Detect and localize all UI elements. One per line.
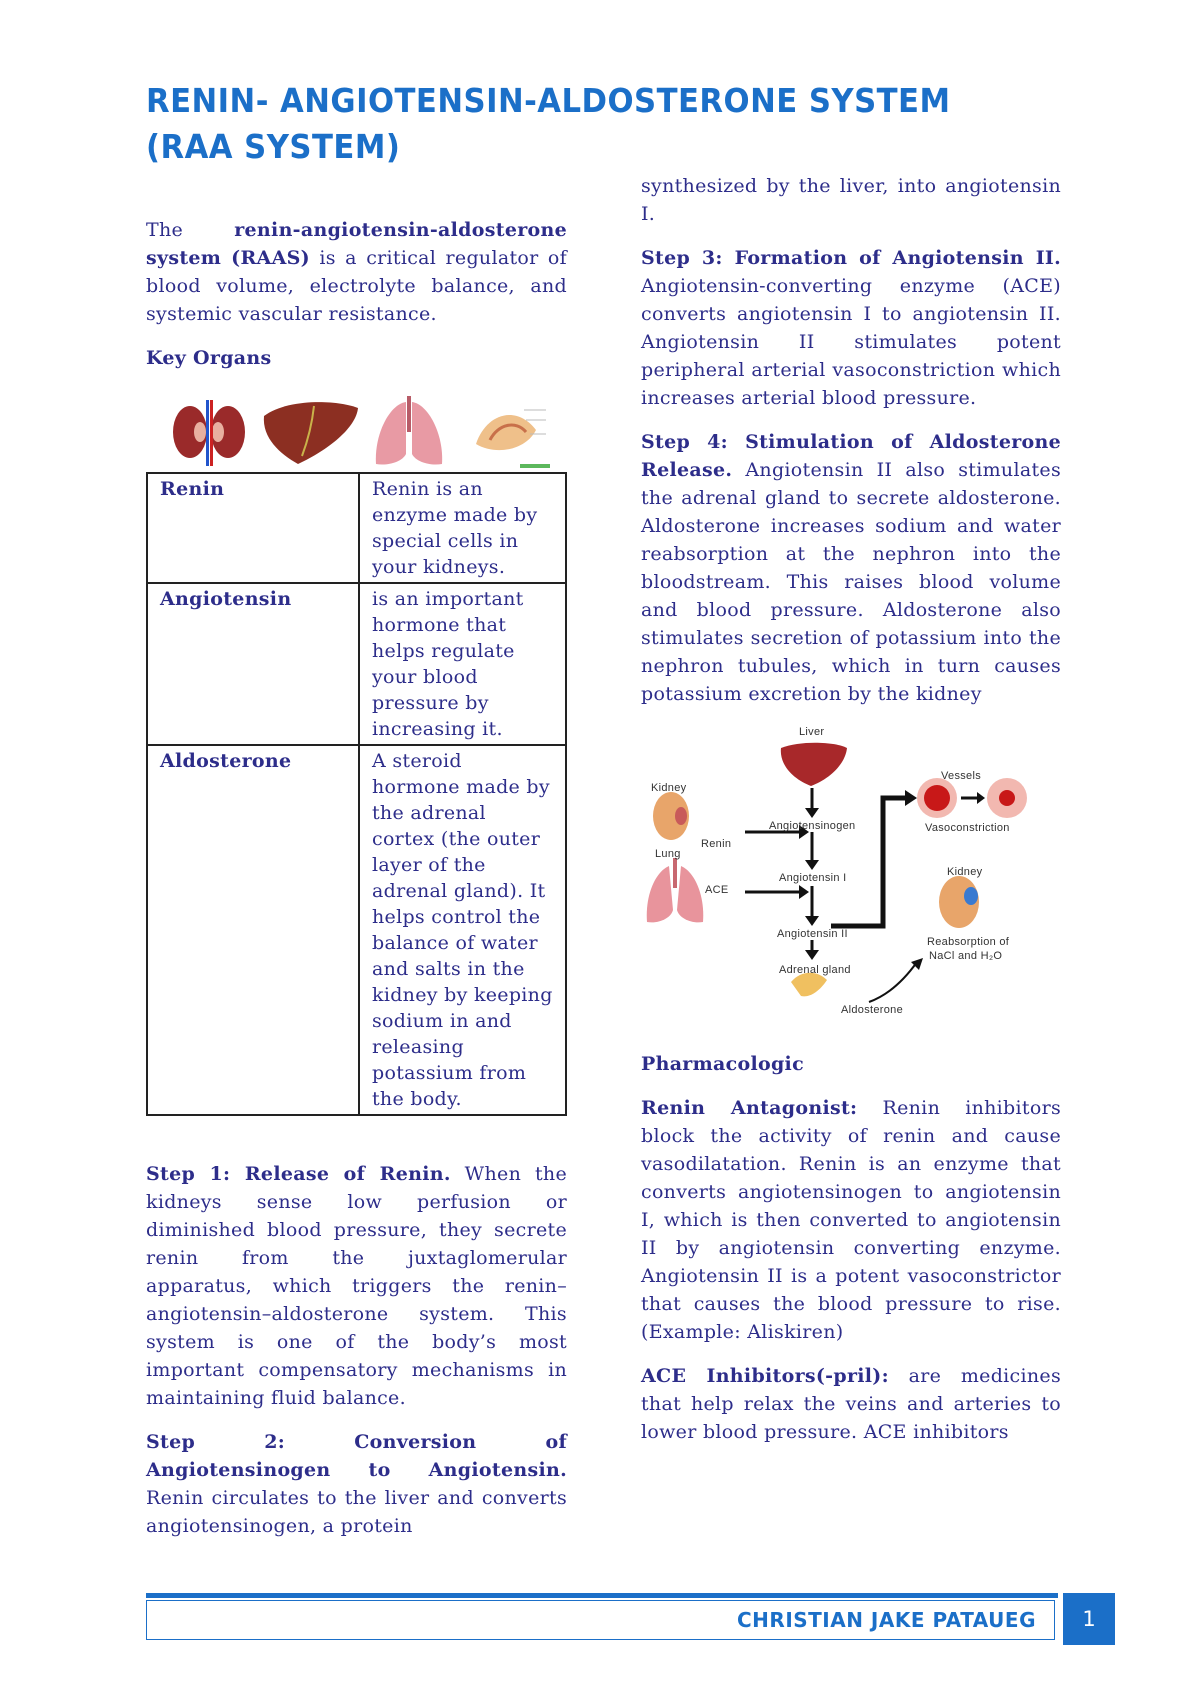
- adrenal-gland-icon: [466, 394, 550, 470]
- ace-inhibitors-paragraph: [641, 1362, 1061, 1446]
- step3-paragraph: [641, 244, 1061, 412]
- pharmacologic-heading: Pharmacologic: [641, 1053, 804, 1075]
- footer-rule: [146, 1593, 1058, 1598]
- table-term: Renin: [147, 473, 359, 583]
- step2-continuation: synthesized by the liver, into angiotensin I.: [641, 175, 1061, 225]
- diagram-label-vasoconstriction: Vasoconstriction: [925, 822, 1010, 834]
- step1-text: When the kidneys sense low perfusion or diminished blood pressure, they secrete renin from the juxtaglomerular apparatus, which triggers the renin–angiotensin–aldosterone system. This system is one of the body’s most important compensatory mechanisms in maintaining fluid balance.: [146, 1163, 568, 1409]
- diagram-label-reabsorption: Reabsorption of: [927, 936, 1010, 948]
- step1-title: Step 1: Release of Renin.: [146, 1163, 451, 1185]
- page-title: RENIN- ANGIOTENSIN-ALDOSTERONE SYSTEM (RAA SYSTEM): [146, 81, 951, 166]
- step2-text: Renin circulates to the liver and converts angiotensinogen, a protein: [146, 1487, 567, 1537]
- lungs-icon: [368, 394, 450, 470]
- liver-icon: [781, 743, 847, 786]
- diagram-label-vessels: Vessels: [941, 770, 982, 782]
- intro-paragraph: [146, 216, 567, 328]
- organ-images: [146, 394, 567, 470]
- step4-title: Step 4: Stimulation of Aldosterone Release.: [641, 431, 1061, 481]
- diagram-label-kidney: Kidney: [651, 782, 687, 794]
- intro-rest: is a critical regulator of blood volume, electrolyte balance, and systemic vascular resistance.: [146, 247, 567, 325]
- step1-paragraph: [146, 1160, 567, 1412]
- diagram-label-adrenal-gland: Adrenal gland: [779, 964, 851, 976]
- diagram-label-angiotensinogen: Angiotensinogen: [769, 820, 856, 832]
- raas-diagram: [641, 726, 1061, 1036]
- diagram-label-angiotensin-2: Angiotensin II: [777, 928, 848, 940]
- intro-term: renin-angiotensin-aldosterone system (RAAS): [146, 219, 567, 269]
- step4-text: Angiotensin II also stimulates the adrenal gland to secrete aldosterone. Aldosterone increases sodium and water reabsorption at the nephron into the bloodstream. This raises blood volume and blood pressure. Aldosterone also stimulates secretion of potassium into the nephron tubules, which in turn causes potassium excretion by the kidney: [641, 459, 1061, 705]
- table-row: [147, 583, 566, 745]
- step2-paragraph: [146, 1428, 567, 1540]
- diagram-label-aldosterone: Aldosterone: [841, 1004, 904, 1016]
- key-organs-table: [146, 472, 567, 1116]
- raas-diagram-graphic: [641, 726, 1061, 1036]
- key-organs-heading: Key Organs: [146, 347, 272, 369]
- ace-inhibitors-title: ACE Inhibitors(-pril):: [641, 1365, 889, 1387]
- diagram-label-liver: Liver: [799, 726, 825, 738]
- liver-icon: [258, 394, 362, 470]
- intro-lead: The: [146, 219, 184, 241]
- table-definition: A steroid hormone made by the adrenal cortex (the outer layer of the adrenal gland). It helps control the balance of water and salts in the kidney by keeping sodium in and releasing potassium from the body.: [359, 745, 566, 1115]
- diagram-label-ace: ACE: [705, 884, 729, 896]
- author-name: CHRISTIAN JAKE PATAUEG: [737, 1608, 1036, 1632]
- diagram-label-lung: Lung: [655, 848, 681, 860]
- lungs-icon: [647, 866, 673, 922]
- diagram-label-kidney-2: Kidney: [947, 866, 983, 878]
- renin-antagonist-text: Renin inhibitors block the activity of renin and cause vasodilatation. Renin is an enzyme that converts angiotensinogen to angiotensin I, which is then converted to angiotensin II by angiotensin converting enzyme. Angiotensin II is a potent vasoconstrictor that causes the blood pressure to rise. (Example: Aliskiren): [641, 1097, 1062, 1343]
- diagram-label-renin: Renin: [701, 838, 732, 850]
- renin-antagonist-paragraph: [641, 1094, 1061, 1346]
- table-term: Aldosterone: [147, 745, 359, 1115]
- right-column: [641, 172, 1061, 1462]
- table-term: Angiotensin: [147, 583, 359, 745]
- kidney-icon: [166, 394, 252, 470]
- page-number: 1: [1063, 1593, 1115, 1645]
- table-row: [147, 473, 566, 583]
- table-row: [147, 745, 566, 1115]
- step3-title: Step 3: Formation of Angiotensin II.: [641, 247, 1061, 269]
- table-definition: is an important hormone that helps regulate your blood pressure by increasing it.: [359, 583, 566, 745]
- step3-text: Angiotensin-converting enzyme (ACE) converts angiotensin I to angiotensin II. Angiotensin II stimulates potent peripheral arterial vasoconstriction which increases arterial blood pressure.: [641, 275, 1061, 409]
- diagram-label-nacl-h2o: NaCl and H₂O: [929, 950, 1003, 962]
- step2-title: Step 2: Conversion of Angiotensinogen to Angiotensin.: [146, 1431, 567, 1481]
- table-definition: Renin is an enzyme made by special cells in your kidneys.: [359, 473, 566, 583]
- left-column: [146, 216, 567, 1556]
- footer: [146, 1600, 1055, 1640]
- renin-antagonist-title: Renin Antagonist:: [641, 1097, 858, 1119]
- step4-paragraph: [641, 428, 1061, 708]
- diagram-label-angiotensin-1: Angiotensin I: [779, 872, 847, 884]
- ace-inhibitors-text: are medicines that help relax the veins and arteries to lower blood pressure. ACE inhibitors: [641, 1365, 1061, 1443]
